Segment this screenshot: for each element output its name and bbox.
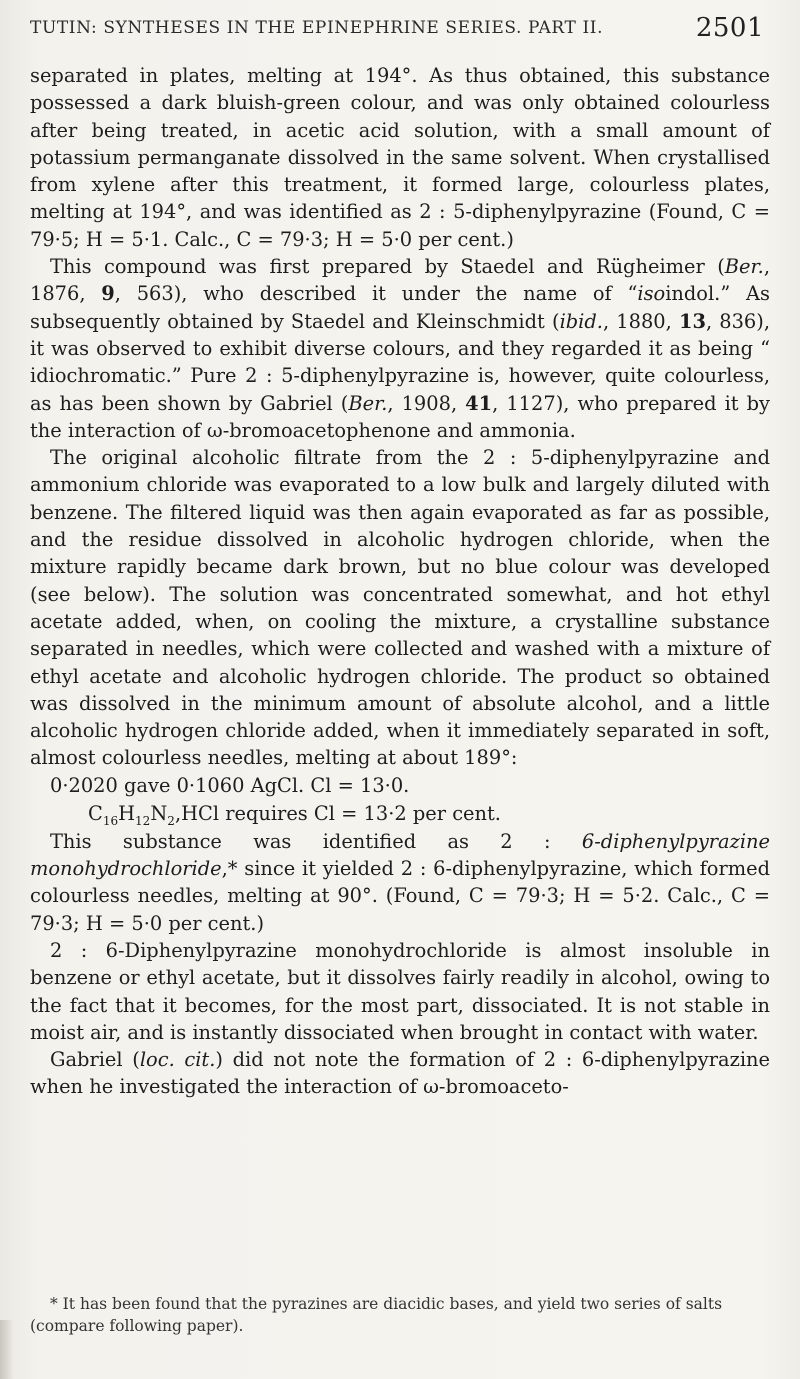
footnote-text: * It has been found that the pyrazines are diacidic bases, and yield two series of salts (compare following paper). <box>30 1295 723 1335</box>
running-head: TUTIN: SYNTHESES IN THE EPINEPHRINE SERIES. PART II. <box>30 18 604 38</box>
paragraph-filtrate: The original alcoholic filtrate from the 2 : 5-diphenylpyrazine and ammonium chloride was evaporated to a low bulk and largely diluted with benzene. The filtered liquid was then again evaporated as far as possible, and the residue dissolved in alcoholic hydrogen chloride, when the mixture rapidly became dark brown, but no blue colour was developed (see below). The solution was concentrated somewhat, and hot ethyl acetate added, when, on cooling the mixture, a crystalline substance separated in needles, which were collected and washed with a mixture of ethyl acetate and alcoholic hydrogen chloride. The product so obtained was dissolved in the minimum amount of absolute alcohol, and a little alcoholic hydrogen chloride added, when it immediately separated in soft, almost colourless needles, melting at about 189°: <box>30 446 770 770</box>
paragraph-gabriel: Gabriel (loc. cit.) did not note the formation of 2 : 6-diphenylpyrazine when he investigated the interaction of ω-bromoaceto- <box>30 1048 770 1099</box>
page-header <box>30 8 764 48</box>
paragraph-identified: This substance was identified as 2 : 6-diphenylpyrazine monohydrochloride,* since it yielded 2 : 6-diphenylpyrazine, which formed colourless needles, melting at 90°. (Found, C = 79·3; H = 5·2. Calc., C = 79·3; H = 5·0 per cent.) <box>30 829 770 935</box>
page-edge-shadow <box>0 1320 14 1379</box>
footnote <box>30 1293 770 1337</box>
paragraph-staedel: This compound was first prepared by Staedel and Rügheimer (Ber., 1876, 9, 563), who described it under the name of “isoindol.” As subsequently obtained by Staedel and Kleinschmidt (ibid., 1880, 13, 836), it was observed to exhibit diverse colours, and they regarded it as being “ idiochromatic.” Pure 2 : 5-diphenylpyrazine is, however, quite colourless, as has been shown by Gabriel (Ber., 1908, 41, 1127), who prepared it by the interaction of ω-bromoacetophenone and ammonia. <box>30 255 770 442</box>
analysis-found: 0·2020 gave 0·1060 AgCl. Cl = 13·0. <box>50 773 410 797</box>
paragraph-continued: separated in plates, melting at 194°. As thus obtained, this substance possessed a dark bluish-green colour, and was only obtained colourless after being treated, in acetic acid solution, with a small amount of potassium permanganate dissolved in the same solvent. When crystallised from xylene after this treatment, it formed large, colourless plates, melting at 194°, and was identified as 2 : 5-diphenylpyrazine (Found, C = 79·5; H = 5·1. Calc., C = 79·3; H = 5·0 per cent.) <box>30 64 770 251</box>
analysis-required: $C_{16}H_{12}N_2,HCl$ requires Cl = 13·2 per cent. <box>88 801 501 828</box>
article-body <box>30 62 770 1101</box>
page-number: 2501 <box>695 13 764 43</box>
paragraph-properties: 2 : 6-Diphenylpyrazine monohydrochloride is almost insoluble in benzene or ethyl acetate, but it dissolves fairly readily in alcohol, owing to the fact that it becomes, for the most part, dissociated. It is not stable in moist air, and is instantly dissociated when brought in contact with water. <box>30 938 770 1044</box>
